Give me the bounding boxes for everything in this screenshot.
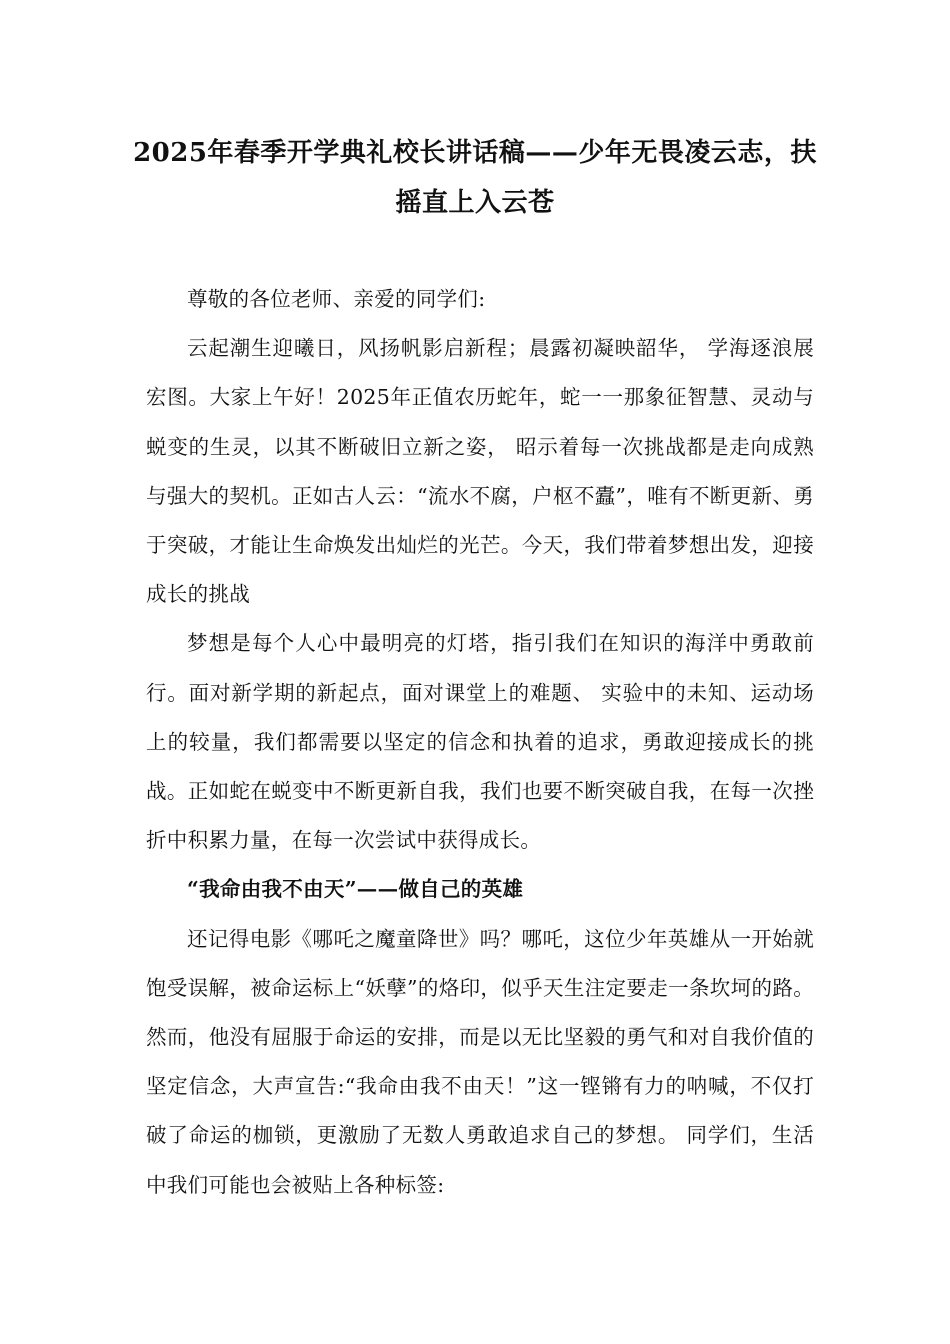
document-title: 2025年春季开学典礼校长讲话稿——少年无畏凌云志，扶摇直上入云苍 bbox=[133, 138, 817, 218]
paragraph: 还记得电影《哪吒之魔童降世》吗？哪吒，这位少年英雄从一开始就饱受误解，被命运标上“妖孽”的烙印，似乎天生注定要走一条坎坷的路。然而，他没有屈服于命运的安排，而是以无比坚毅的勇气和对自我价值的坚定信念，大声宣告:“我命由我不由天！”这一铿锵有力的呐喊，不仅打破了命运的枷锁，更激励了无数人勇敢追求自己的梦想。 同学们，生活中我们可能也会被贴上各种标签: bbox=[146, 926, 814, 1197]
section-heading: “我命由我不由天”——做自己的英雄 bbox=[187, 877, 524, 902]
paragraph: 梦想是每个人心中最明亮的灯塔，指引我们在知识的海洋中勇敢前行。面对新学期的新起点，面对课堂上的难题、 实验中的未知、运动场上的较量，我们都需要以坚定的信念和执着的追求，勇敢迎接成长的挑战。正如蛇在蜕变中不断更新自我，我们也要不断突破自我，在每一次挫折中积累力量，在每一次尝试中获得成长。 bbox=[146, 631, 814, 853]
document-body bbox=[146, 275, 814, 1210]
salutation: 尊敬的各位老师、亲爱的同学们: bbox=[187, 287, 486, 311]
paragraph: 云起潮生迎曦日，风扬帆影启新程；晨露初凝映韶华， 学海逐浪展宏图。大家上午好！2025年正值农历蛇年，蛇一一那象征智慧、灵动与蜕变的生灵，以其不断破旧立新之姿， 昭示着每一次挑战都是走向成熟与强大的契机。正如古人云：“流水不腐，户枢不蠹”，唯有不断更新、勇于突破，才能让生命焕发出灿烂的光芒。今天，我们带着梦想出发，迎接成长的挑战 bbox=[146, 336, 814, 607]
